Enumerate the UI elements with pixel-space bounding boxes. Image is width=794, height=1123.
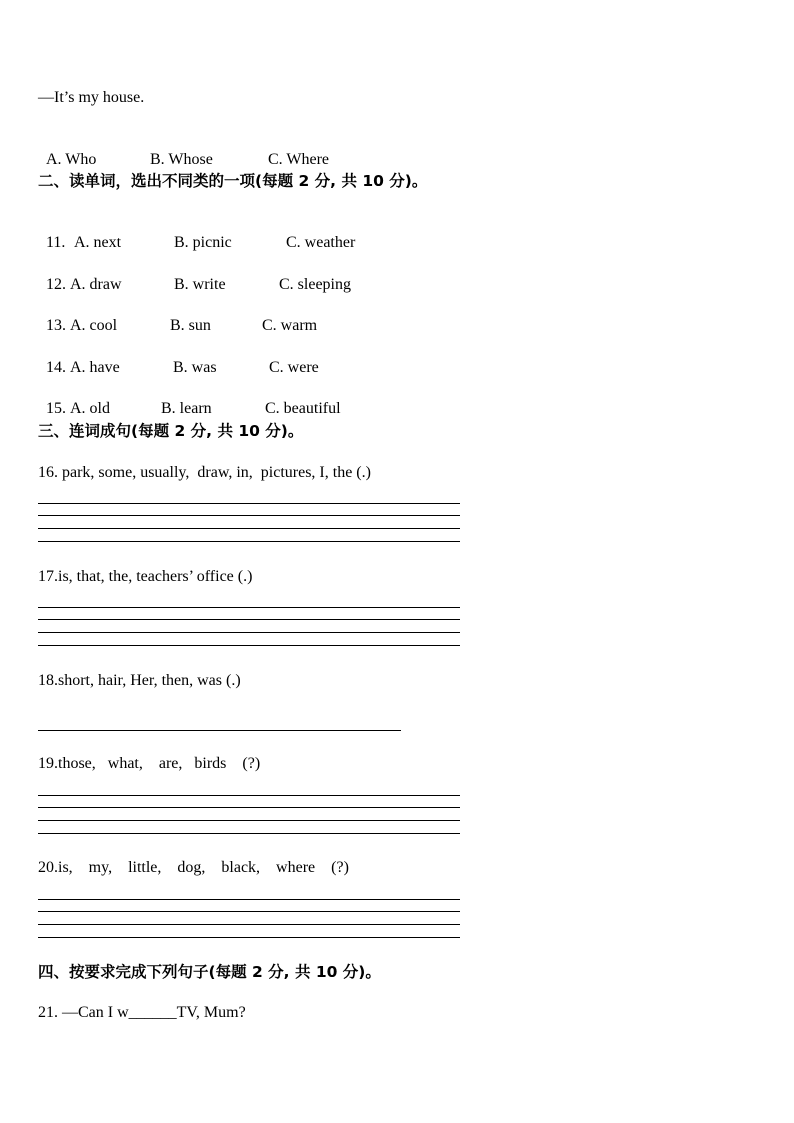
q17-prompt: 17.is, that, the, teachers’ office (.) (38, 568, 253, 585)
q20-answer-line-4[interactable] (38, 937, 460, 938)
q19-answer-line-4[interactable] (38, 833, 460, 834)
q11-option-a: A. next (74, 234, 122, 251)
q18-answer-line[interactable] (38, 730, 401, 731)
q15-option-c: C. beautiful (265, 400, 341, 417)
q19-answer-line-2[interactable] (38, 807, 460, 808)
q14-option-b: B. was (173, 359, 217, 376)
q16-answer-line-2[interactable] (38, 515, 460, 516)
q18-prompt: 18.short, hair, Her, then, was (.) (38, 672, 241, 689)
q15-option-a: A. old (70, 400, 110, 417)
q12-option-a: A. draw (70, 276, 122, 293)
q12-option-c: C. sleeping (279, 276, 351, 293)
q10-option-c: C. Where (268, 151, 330, 168)
q14-option-c: C. were (269, 359, 319, 376)
q11-option-b: B. picnic (174, 234, 232, 251)
q17-answer-line-2[interactable] (38, 619, 460, 620)
q15-option-b: B. learn (161, 400, 212, 417)
q11-number: 11. (46, 234, 66, 251)
section4-heading: 四、按要求完成下列句子(每题 2 分, 共 10 分)。 (38, 963, 381, 981)
q13-number: 13. (46, 317, 66, 334)
q15 (38, 379, 341, 419)
q13-option-c: C. warm (262, 317, 318, 334)
q15-number: 15. (46, 400, 66, 417)
q10-option-b: B. Whose (150, 151, 213, 168)
q16-answer-line-1[interactable] (38, 503, 460, 504)
q10-answer-line: —It’s my house. (38, 89, 145, 106)
q16-prompt: 16. park, some, usually, draw, in, pictures, I, the (.) (38, 464, 371, 481)
q13-option-a: A. cool (70, 317, 118, 334)
q10-option-a: A. Who (46, 151, 97, 168)
q21-prompt: 21. —Can I w______TV, Mum? (38, 1004, 246, 1021)
q16-answer-line-4[interactable] (38, 541, 460, 542)
section2-heading: 二、读单词，选出不同类的一项(每题 2 分, 共 10 分)。 (38, 172, 428, 190)
q17-answer-line-3[interactable] (38, 632, 460, 633)
q17-answer-line-1[interactable] (38, 607, 460, 608)
q19-answer-line-1[interactable] (38, 795, 460, 796)
q12-number: 12. (46, 276, 66, 293)
q20-answer-line-2[interactable] (38, 911, 460, 912)
q19-prompt: 19.those, what, are, birds (?) (38, 755, 261, 772)
q13 (38, 296, 317, 336)
q14-number: 14. (46, 359, 66, 376)
q14-option-a: A. have (70, 359, 120, 376)
q13-option-b: B. sun (170, 317, 211, 334)
q16-answer-line-3[interactable] (38, 528, 460, 529)
q17-answer-line-4[interactable] (38, 645, 460, 646)
q11 (38, 213, 355, 253)
q20-answer-line-3[interactable] (38, 924, 460, 925)
q14 (38, 338, 319, 378)
q20-prompt: 20.is, my, little, dog, black, where (?) (38, 859, 349, 876)
q19-answer-line-3[interactable] (38, 820, 460, 821)
q10-options (38, 130, 329, 170)
section3-heading: 三、连词成句(每题 2 分, 共 10 分)。 (38, 422, 304, 440)
q20-answer-line-1[interactable] (38, 899, 460, 900)
q12 (38, 255, 351, 295)
q12-option-b: B. write (174, 276, 226, 293)
q11-option-c: C. weather (286, 234, 356, 251)
